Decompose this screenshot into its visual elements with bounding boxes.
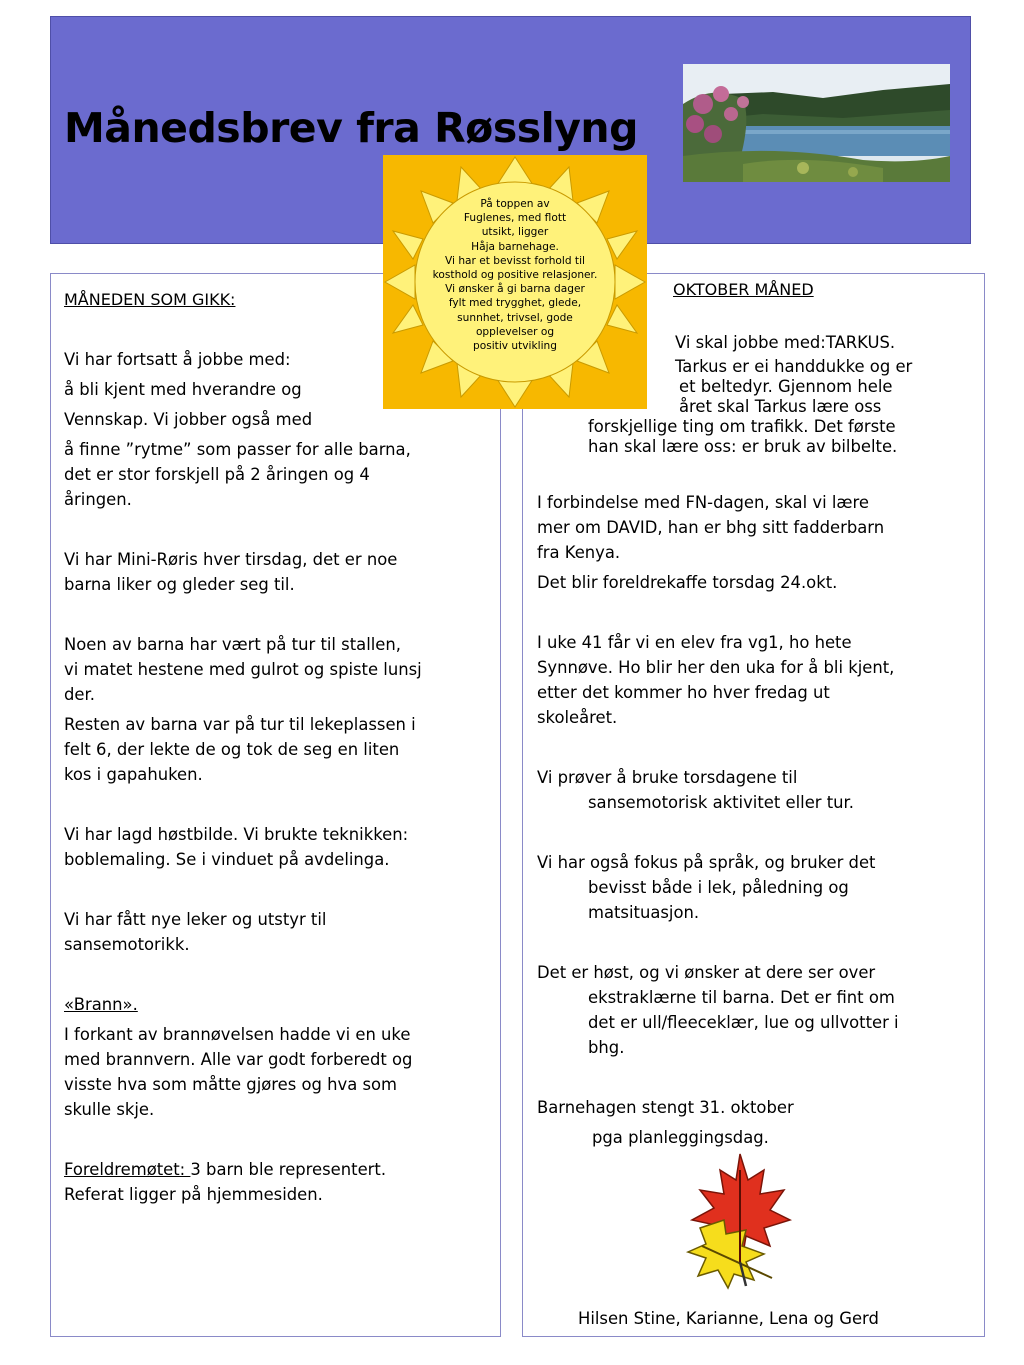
right-p7-line1: I forbindelse med FN-dagen, skal vi lære <box>537 493 869 512</box>
left-p9-line2: sansemotorikk. <box>64 935 190 954</box>
left-heading: MÅNEDEN SOM GIKK: <box>64 290 236 309</box>
right-p12-line2: ekstraklærne til barna. Det er fint om <box>588 988 895 1007</box>
left-p7-line3: kos i gapahuken. <box>64 765 203 784</box>
left-p10-line4: skulle skje. <box>64 1100 155 1119</box>
sun-line: sunnhet, trivsel, gode <box>457 311 573 324</box>
fire-heading: «Brann». <box>64 995 138 1014</box>
left-p2: å bli kjent med hverandre og <box>64 380 302 399</box>
left-p10-line3: visste hva som måtte gjøres og hva som <box>64 1075 398 1094</box>
right-line1: Vi skal jobbe med:TARKUS. <box>675 333 896 352</box>
left-p5-line2: barna liker og gleder seg til. <box>64 575 295 594</box>
right-p7-line3: fra Kenya. <box>537 543 621 562</box>
sun-line: kosthold og positive relasjoner. <box>432 269 598 282</box>
sun-line: Fuglenes, med flott <box>463 212 567 225</box>
right-p13-line2: pga planleggingsdag. <box>592 1128 769 1147</box>
right-p11-line1: Vi har også fokus på språk, og bruker det <box>537 853 876 872</box>
left-p11-line2: Referat ligger på hjemmesiden. <box>64 1185 323 1204</box>
right-line2: Tarkus er ei handdukke og er <box>675 357 913 376</box>
right-p9-line1: I uke 41 får vi en elev fra vg1, ho hete <box>537 633 852 652</box>
right-line4: året skal Tarkus lære oss <box>679 397 882 416</box>
left-p7-line1: Resten av barna var på tur til lekeplassen i <box>64 715 416 734</box>
right-p7-line2: mer om DAVID, han er bhg sitt fadderbarn <box>537 518 885 537</box>
sun-line: opplevelser og <box>475 325 555 338</box>
right-line5: forskjellige ting om trafikk. Det første <box>588 417 896 436</box>
right-p12-line3: det er ull/fleeceklær, lue og ullvotter i <box>588 1013 899 1032</box>
right-heading: OKTOBER MÅNED <box>673 280 814 299</box>
right-p9-line4: skoleåret. <box>537 708 618 727</box>
sun-line: fylt med trygghet, glede, <box>448 297 582 310</box>
right-p12-line1: Det er høst, og vi ønsker at dere ser over <box>537 963 876 982</box>
left-p4-line3: åringen. <box>64 490 132 509</box>
left-p3: Vennskap. Vi jobber også med <box>64 410 313 429</box>
right-p9-line2: Synnøve. Ho blir her den uka for å bli kjent, <box>537 658 895 677</box>
sun-text <box>409 197 621 353</box>
signature: Hilsen Stine, Karianne, Lena og Gerd <box>578 1309 879 1328</box>
right-p11-line2: bevisst både i lek, påledning og <box>588 878 849 897</box>
left-p1: Vi har fortsatt å jobbe med: <box>64 350 291 369</box>
right-line3: et beltedyr. Gjennom hele <box>679 377 893 396</box>
right-p11-line3: matsituasjon. <box>588 903 700 922</box>
sun-line: Håja barnehage. <box>471 240 559 253</box>
sun-line: Vi ønsker å gi barna dager <box>445 283 585 296</box>
right-p8: Det blir foreldrekaffe torsdag 24.okt. <box>537 573 838 592</box>
left-p4-line1: å finne ”rytme” som passer for alle barna, <box>64 440 411 459</box>
left-p9-line1: Vi har fått nye leker og utstyr til <box>64 910 327 929</box>
page-title: Månedsbrev fra Røsslyng <box>64 104 638 152</box>
sun-info-box <box>383 155 647 409</box>
meeting-rest: 3 barn ble representert. <box>190 1160 387 1179</box>
left-p8-line2: boblemaling. Se i vinduet på avdelinga. <box>64 850 390 869</box>
lake-photo <box>683 64 950 182</box>
left-p8-line1: Vi har lagd høstbilde. Vi brukte teknikken: <box>64 825 409 844</box>
sun-line: På toppen av <box>480 198 550 210</box>
left-p6-line1: Noen av barna har vært på tur til stallen, <box>64 635 401 654</box>
right-p10-line2: sansemotorisk aktivitet eller tur. <box>588 793 854 812</box>
left-p7-line2: felt 6, der lekte de og tok de seg en liten <box>64 740 400 759</box>
left-p10-line1: I forkant av brannøvelsen hadde vi en uke <box>64 1025 411 1044</box>
sun-line: utsikt, ligger <box>481 226 549 239</box>
right-line6: han skal lære oss: er bruk av bilbelte. <box>588 437 898 456</box>
left-p6-line3: der. <box>64 685 95 704</box>
left-p4-line2: det er stor forskjell på 2 åringen og 4 <box>64 465 370 484</box>
left-p5-line1: Vi har Mini-Røris hver tirsdag, det er noe <box>64 550 398 569</box>
left-p10-line2: med brannvern. Alle var godt forberedt og <box>64 1050 413 1069</box>
left-p6-line2: vi matet hestene med gulrot og spiste lunsj <box>64 660 422 679</box>
meeting-label: Foreldremøtet: <box>64 1160 191 1179</box>
sun-line: Vi har et bevisst forhold til <box>445 254 585 267</box>
right-p10-line1: Vi prøver å bruke torsdagene til <box>537 768 798 787</box>
right-p13-line1: Barnehagen stengt 31. oktober <box>537 1098 794 1117</box>
right-p9-line3: etter det kommer ho hver fredag ut <box>537 683 830 702</box>
sun-line: positiv utvikling <box>473 340 557 353</box>
right-p12-line4: bhg. <box>588 1038 625 1057</box>
autumn-leaf-illustration <box>680 1150 800 1290</box>
meeting-line <box>64 1157 386 1182</box>
